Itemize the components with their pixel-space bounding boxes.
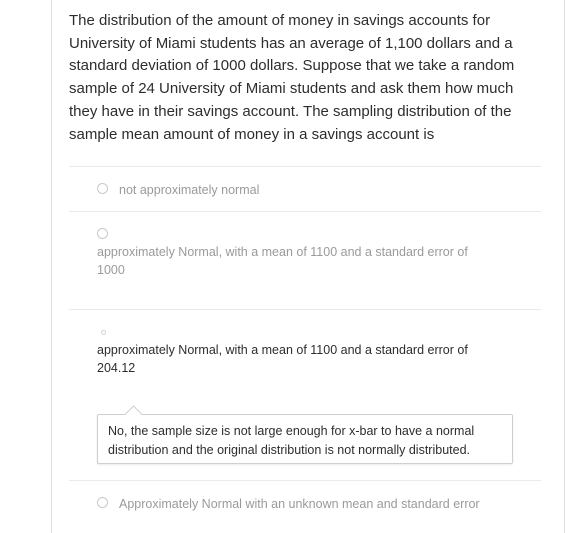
- divider: [69, 166, 541, 167]
- option-1-label[interactable]: not approximately normal: [119, 183, 260, 197]
- option-4-radio[interactable]: [97, 497, 108, 508]
- option-4-label[interactable]: Approximately Normal with an unknown mean and standard error: [119, 497, 480, 511]
- option-1-radio[interactable]: [97, 183, 108, 194]
- feedback-tooltip: [97, 414, 513, 464]
- divider: [69, 309, 541, 310]
- divider: [69, 211, 541, 212]
- option-3-radio[interactable]: [101, 330, 106, 335]
- option-3-label[interactable]: approximately Normal, with a mean of 1100 and a standard error of 204.12: [97, 343, 468, 375]
- question-text: The distribution of the amount of money in savings accounts for University of Miami students has an average of 1,100 dollars and a standard deviation of 1000 dollars. Suppose that we take a random sample of 24 University of Miami students and ask them how much they have in their savings account. The sampling distribution of the sample mean amount of money in a savings account is: [69, 12, 515, 143]
- option-2-label[interactable]: approximately Normal, with a mean of 1100 and a standard error of 1000: [97, 245, 468, 277]
- feedback-text: No, the sample size is not large enough for x-bar to have a normal distribution and the original distribution is not normally distributed.: [108, 424, 475, 457]
- divider: [69, 480, 541, 481]
- option-2-radio[interactable]: [97, 228, 108, 239]
